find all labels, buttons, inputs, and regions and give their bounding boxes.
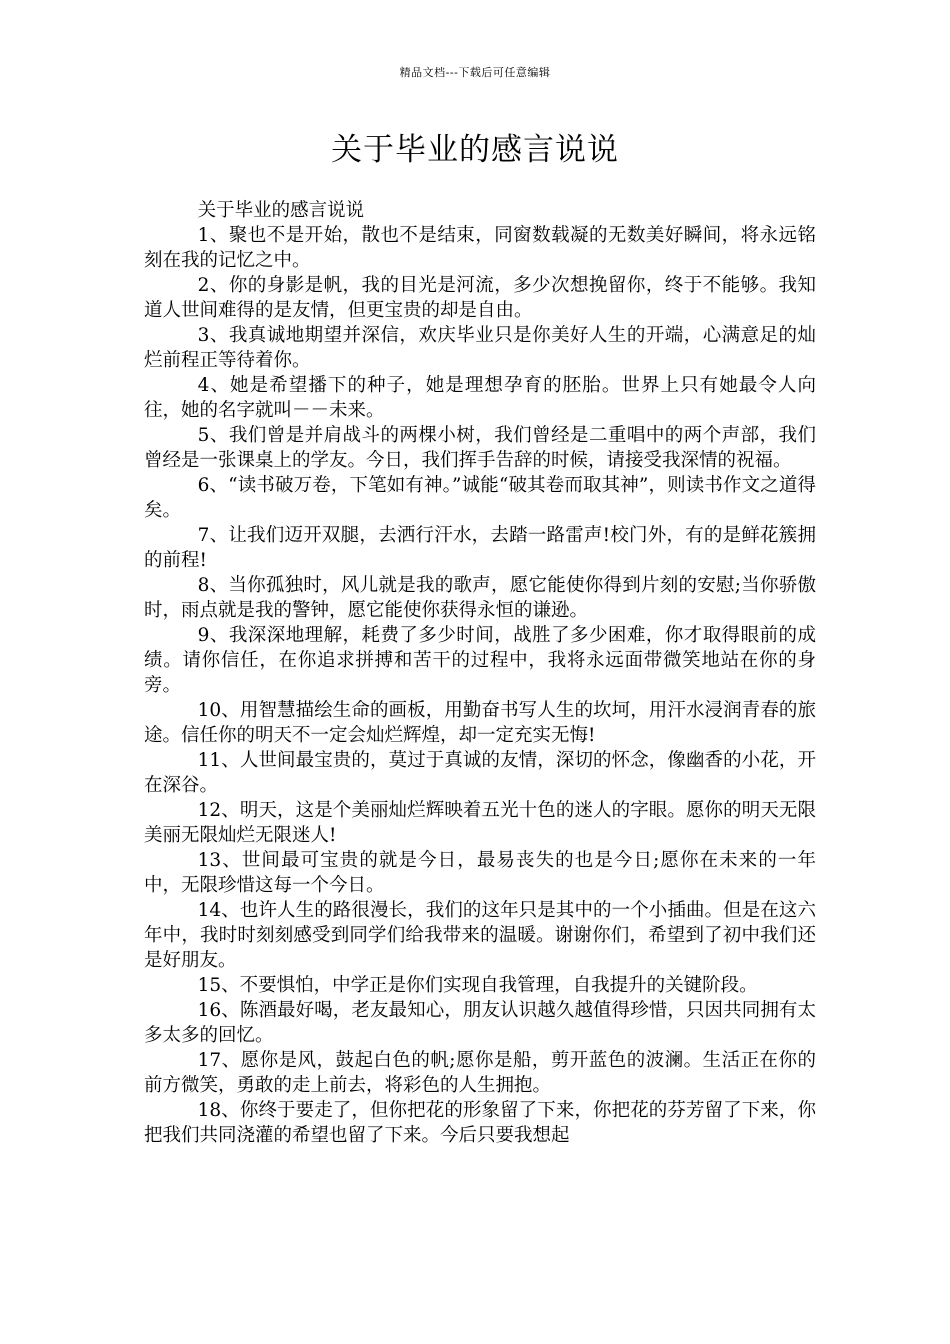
paragraph-10: 10、用智慧描绘生命的画板，用勤奋书写人生的坎坷，用汗水浸润青春的旅途。信任你的明天不一定会灿烂辉煌，却一定充实无悔!	[144, 700, 816, 746]
paragraph-3: 3、我真诚地期望并深信，欢庆毕业只是你美好人生的开端，心满意足的灿烂前程正等待着你。	[144, 325, 816, 371]
paragraph-7: 7、让我们迈开双腿，去洒行汗水，去踏一路雷声!校门外，有的是鲜花簇拥的前程!	[144, 525, 816, 571]
paragraph-11: 11、人世间最宝贵的，莫过于真诚的友情，深切的怀念，像幽香的小花，开在深谷。	[144, 750, 816, 796]
paragraph-8: 8、当你孤独时，风儿就是我的歌声，愿它能使你得到片刻的安慰;当你骄傲时，雨点就是我的警钟，愿它能使你获得永恒的谦逊。	[144, 575, 816, 621]
paragraph-9: 9、我深深地理解，耗费了多少时间，战胜了多少困难，你才取得眼前的成绩。请你信任，在你追求拼搏和苦干的过程中，我将永远面带微笑地站在你的身旁。	[144, 625, 816, 696]
paragraph-2: 2、你的身影是帆，我的目光是河流，多少次想挽留你，终于不能够。我知道人世间难得的是友情，但更宝贵的却是自由。	[144, 275, 816, 321]
document-body	[144, 198, 816, 1148]
paragraph-4: 4、她是希望播下的种子，她是理想孕育的胚胎。世界上只有她最令人向往，她的名字就叫－－未来。	[144, 375, 816, 421]
paragraph-12: 12、明天，这是个美丽灿烂辉映着五光十色的迷人的字眼。愿你的明天无限美丽无限灿烂无限迷人!	[144, 800, 816, 846]
paragraph-17: 17、愿你是风，鼓起白色的帆;愿你是船，剪开蓝色的波澜。生活正在你的前方微笑，勇敢的走上前去，将彩色的人生拥抱。	[144, 1050, 816, 1096]
paragraph-6: 6、“读书破万卷，下笔如有神。”诚能“破其卷而取其神”，则读书作文之道得矣。	[144, 475, 816, 521]
paragraph-14: 14、也许人生的路很漫长，我们的这年只是其中的一个小插曲。但是在这六年中，我时时刻刻感受到同学们给我带来的温暖。谢谢你们，希望到了初中我们还是好朋友。	[144, 900, 816, 971]
document-subtitle: 关于毕业的感言说说	[197, 200, 365, 221]
document-title: 关于毕业的感言说说	[331, 132, 619, 168]
paragraph-13: 13、世间最可宝贵的就是今日，最易丧失的也是今日;愿你在未来的一年中，无限珍惜这每一个今日。	[144, 850, 816, 896]
paragraph-16: 16、陈酒最好喝，老友最知心，朋友认识越久越值得珍惜，只因共同拥有太多太多的回忆。	[144, 1000, 816, 1046]
paragraph-18: 18、你终于要走了，但你把花的形象留了下来，你把花的芬芳留了下来，你把我们共同浇灌的希望也留了下来。今后只要我想起	[144, 1100, 816, 1146]
page-header: 精品文档---下载后可任意编辑	[399, 66, 551, 79]
paragraph-5: 5、我们曾是并肩战斗的两棵小树，我们曾经是二重唱中的两个声部，我们曾经是一张课桌上的学友。今日，我们挥手告辞的时候，请接受我深情的祝福。	[144, 425, 816, 471]
paragraph-15: 15、不要惧怕，中学正是你们实现自我管理，自我提升的关键阶段。	[197, 975, 758, 996]
paragraph-1: 1、聚也不是开始，散也不是结束，同窗数载凝的无数美好瞬间，将永远铭刻在我的记忆之中。	[144, 225, 816, 271]
